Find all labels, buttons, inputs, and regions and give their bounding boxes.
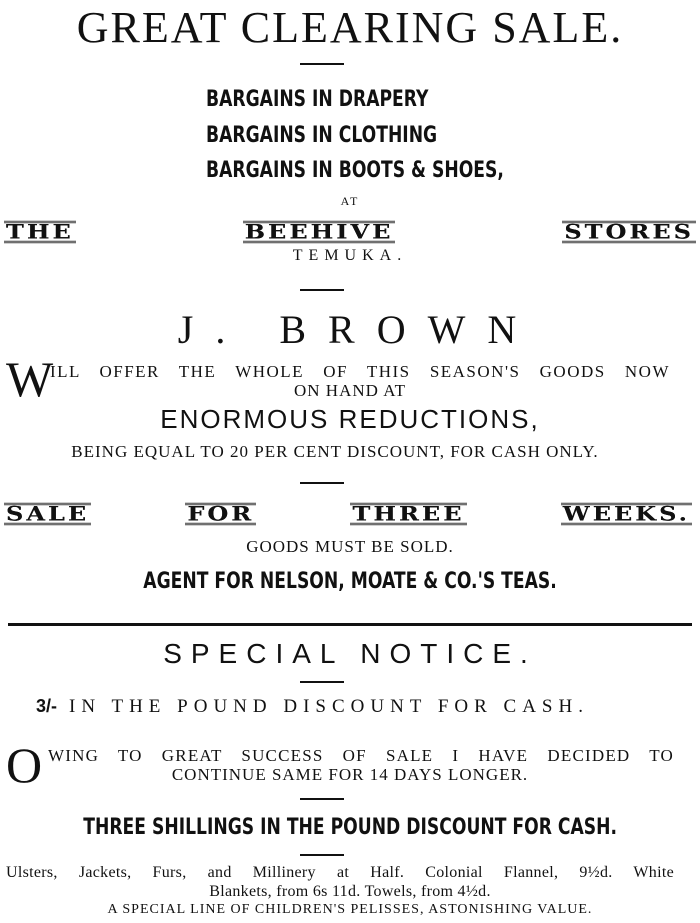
section-rule	[8, 623, 692, 626]
town: TEMUKA.	[292, 247, 408, 264]
dropcap-w: W	[6, 351, 54, 407]
sale-banner	[4, 500, 692, 528]
owing-line: CONTINUE SAME FOR 14 DAYS LONGER.	[171, 765, 529, 784]
special-line: A SPECIAL LINE OF CHILDREN'S PELISSES, ASTONISHING VALUE.	[107, 902, 593, 917]
store-word: STORES	[564, 220, 694, 244]
offer-line: ON HAND AT	[294, 381, 406, 400]
divider	[300, 681, 344, 683]
notice-heading: SPECIAL NOTICE.	[163, 638, 537, 669]
bargain-line: BARGAINS IN CLOTHING	[206, 123, 438, 148]
store-word: BEEHIVE	[244, 220, 394, 244]
sale-word: THREE	[352, 502, 465, 526]
pound-prefix: 3/-	[36, 696, 58, 716]
page-title: GREAT CLEARING SALE.	[76, 3, 624, 52]
must-sell: GOODS MUST BE SOLD.	[246, 537, 454, 556]
store-name	[4, 218, 696, 246]
sale-word: WEEKS.	[562, 502, 690, 526]
at-label: AT	[340, 194, 360, 208]
agent-line: AGENT FOR NELSON, MOATE & CO.'S TEAS.	[143, 569, 557, 594]
divider	[300, 798, 344, 800]
shillings-line: THREE SHILLINGS IN THE POUND DISCOUNT FOR CASH.	[83, 815, 617, 840]
divider	[300, 854, 344, 856]
bargain-line: BARGAINS IN BOOTS & SHOES,	[206, 158, 504, 183]
prices-line: Ulsters, Jackets, Furs, and Millinery at Half. Colonial Flannel, 9½d. White	[6, 864, 674, 881]
reductions-heading: ENORMOUS REDUCTIONS,	[160, 404, 540, 434]
bargain-line: BARGAINS IN DRAPERY	[206, 87, 429, 112]
pound-discount-line	[36, 696, 589, 718]
divider	[300, 482, 344, 484]
prices-line: Blankets, from 6s 11d. Towels, from 4½d.	[209, 883, 491, 900]
store-word: THE	[6, 220, 74, 244]
sale-word: FOR	[187, 502, 255, 526]
dropcap-o: O	[6, 737, 43, 793]
proprietor-name: J. BROWN	[177, 307, 539, 352]
divider	[300, 63, 344, 65]
divider	[300, 289, 344, 291]
owing-line: WING TO GREAT SUCCESS OF SALE I HAVE DECIDED TO	[48, 746, 674, 765]
pound-discount-text: IN THE POUND DISCOUNT FOR CASH.	[69, 696, 589, 717]
discount-line: BEING EQUAL TO 20 PER CENT DISCOUNT, FOR CASH ONLY.	[71, 442, 599, 461]
offer-line: ILL OFFER THE WHOLE OF THIS SEASON'S GOODS NOW	[50, 362, 670, 381]
sale-word: SALE	[6, 502, 90, 526]
